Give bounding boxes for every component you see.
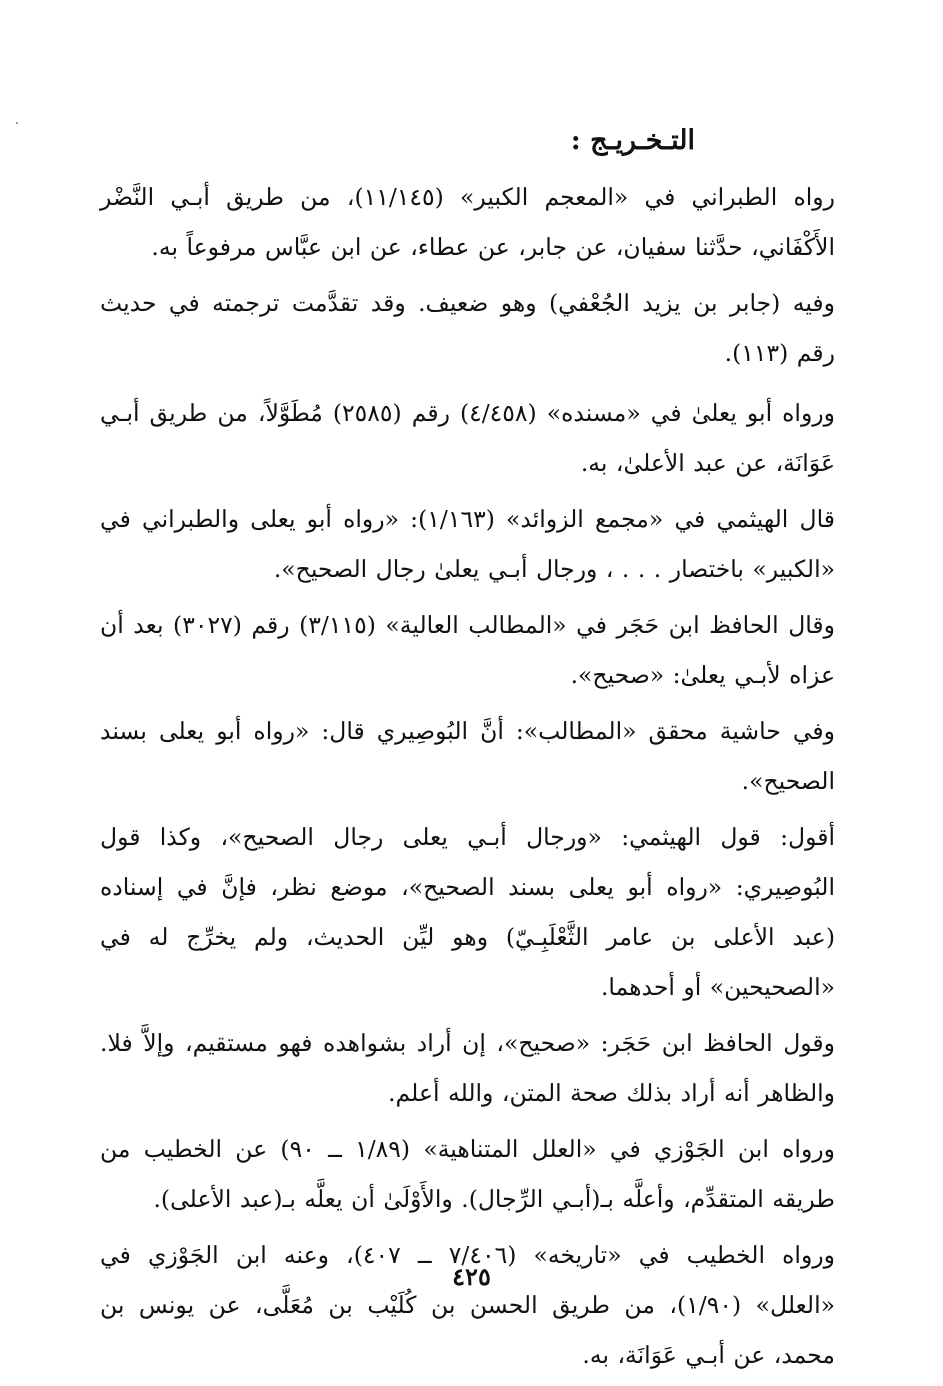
paragraph-khatib: ورواه الخطيب في «تاريخه» (٧/٤٠٦ ــ ٤٠٧)، وعنه ابن الجَوْزي في «العلل» (١/٩٠)، من طريق الحسن بن كُلَيْب بن مُعَلَّى، عن يونس بن محمد، عن أبـي عَوَانَة، به. [100,1241,836,1369]
paragraph-ibn-jawzi: ورواه ابن الجَوْزي في «العلل المتناهية» (١/٨٩ ــ ٩٠) عن الخطيب من طريقه المتقدِّم، وأعلَّه بـ(أبـي الرِّجال). والأَوْلَىٰ أن يعلَّه بـ(عبد الأعلى). [100,1135,835,1213]
paragraph-ibn-hajar: وقال الحافظ ابن حَجَر في «المطالب العالية» (٣/١١٥) رقم (٣٠٢٧) بعد أن عزاه لأبـي يعلىٰ: «صحيح». [100,611,836,689]
paragraph-author-comment: أقول: قول الهيثمي: «ورجال أبـي يعلى رجال الصحيح»، وكذا قول البُوصِيري: «رواه أبو يعلى بسند الصحيح»، موضع نظر، فإنَّ في إسناده (عبد الأعلى بن عامر الثَّعْلَبِـيّ) وهو ليِّن الحديث، ولم يخرِّج له في «الصحيحين» أو أحدهما. [100,823,835,1001]
paragraph-abu-yala: ورواه أبو يعلىٰ في «مسنده» (٤/٤٥٨) رقم (٢٥٨٥) مُطَوَّلاً، من طريق أبـي عَوَانَة، عن عبد الأعلىٰ، به. [100,399,835,477]
paragraph-haythami: قال الهيثمي في «مجمع الزوائد» (١/١٦٣): «رواه أبو يعلى والطبراني في «الكبير» باختصار . . . ، ورجال أبـي يعلىٰ رجال الصحيح». [100,505,836,583]
page-body [100,112,835,1386]
scan-speck [16,122,18,124]
paragraph-jabir-weak: وفيه (جابر بن يزيد الجُعْفي) وهو ضعيف. وقد تقدَّمت ترجمته في حديث رقم (١١٣). [100,289,835,367]
page-number: ٤٢٥ [452,1262,491,1291]
paragraph-ibn-hajar-comment: وقول الحافظ ابن حَجَر: «صحيح»، إن أراد بشواهده فهو مستقيم، وإلاَّ فلا. والظاهر أنه أراد بذلك صحة المتن، والله أعلم. [100,1029,835,1107]
paragraph-tabarani: رواه الطبراني في «المعجم الكبير» (١١/١٤٥)، من طريق أبـي النَّضْر الأَكْفَاني، حدَّثنا سفيان، عن جابر، عن عطاء، عن ابن عبَّاس مرفوعاً به. [100,183,835,261]
section-heading: التـخـريـج : [570,125,695,156]
paragraph-busiri: وفي حاشية محقق «المطالب»: أنَّ البُوصِيري قال: «رواه أبو يعلى بسند الصحيح». [100,717,835,795]
